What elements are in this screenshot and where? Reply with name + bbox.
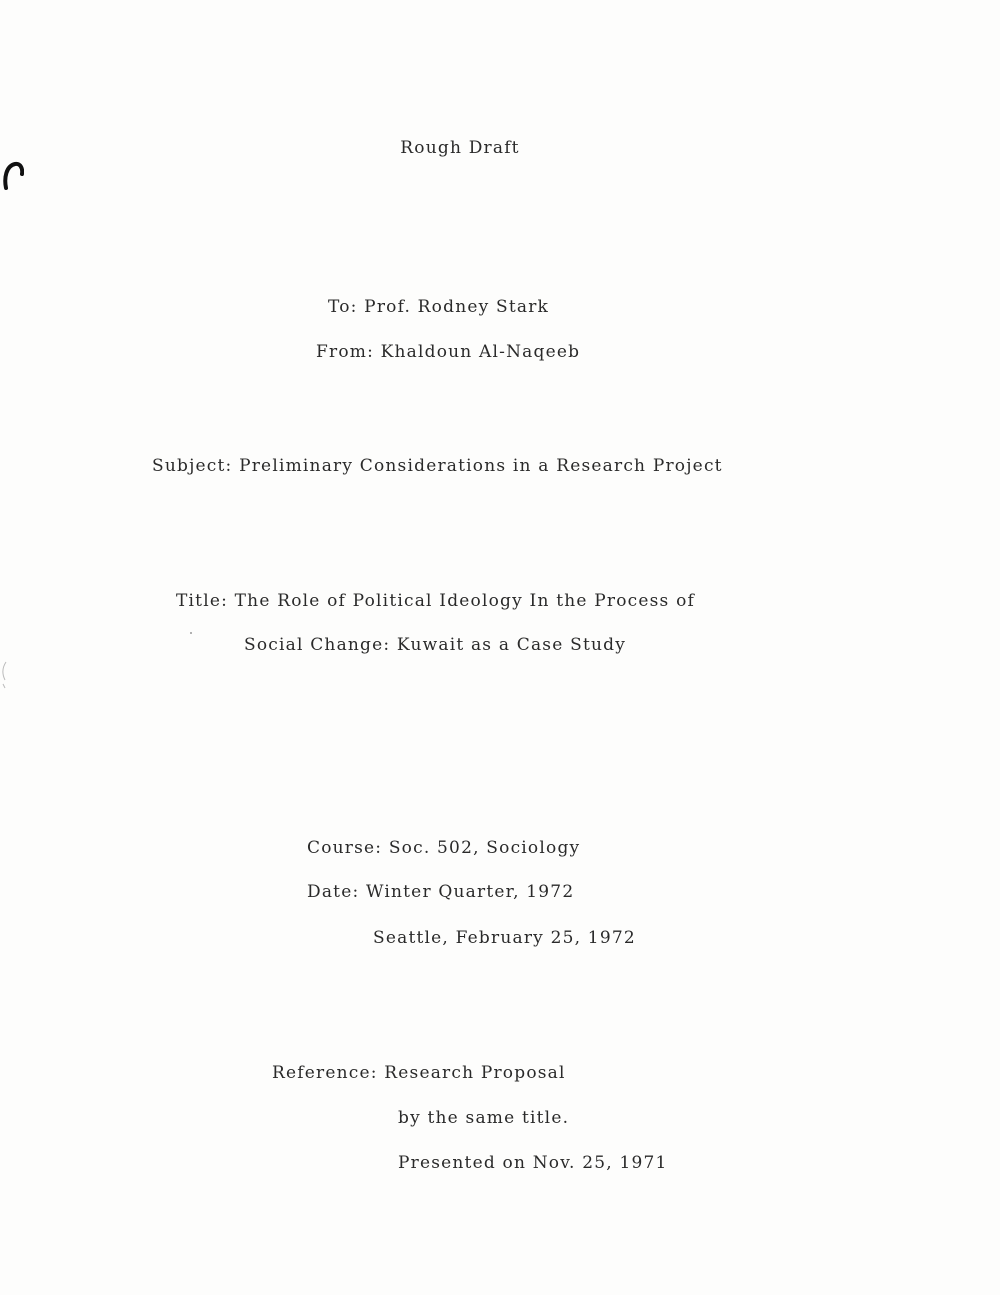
date-field: Date: Winter Quarter, 1972 xyxy=(307,882,575,902)
edge-scan-mark xyxy=(0,660,8,690)
date-place-field: Seattle, February 25, 1972 xyxy=(373,928,636,948)
reference-field-line-1: Reference: Research Proposal xyxy=(272,1063,566,1083)
subject-field: Subject: Preliminary Considerations in a Research Project xyxy=(152,456,723,476)
title-field-line-2: Social Change: Kuwait as a Case Study xyxy=(244,635,627,655)
document-heading: Rough Draft xyxy=(400,138,520,158)
title-field-line-1: Title: The Role of Political Ideology In the Process of xyxy=(176,591,696,611)
ink-speck xyxy=(190,632,192,634)
from-field: From: Khaldoun Al-Naqeeb xyxy=(316,342,581,362)
to-field: To: Prof. Rodney Stark xyxy=(328,297,550,317)
reference-field-line-3: Presented on Nov. 25, 1971 xyxy=(398,1153,668,1173)
punch-hole-mark xyxy=(2,160,24,190)
reference-field-line-2: by the same title. xyxy=(398,1108,570,1128)
course-field: Course: Soc. 502, Sociology xyxy=(307,838,581,858)
